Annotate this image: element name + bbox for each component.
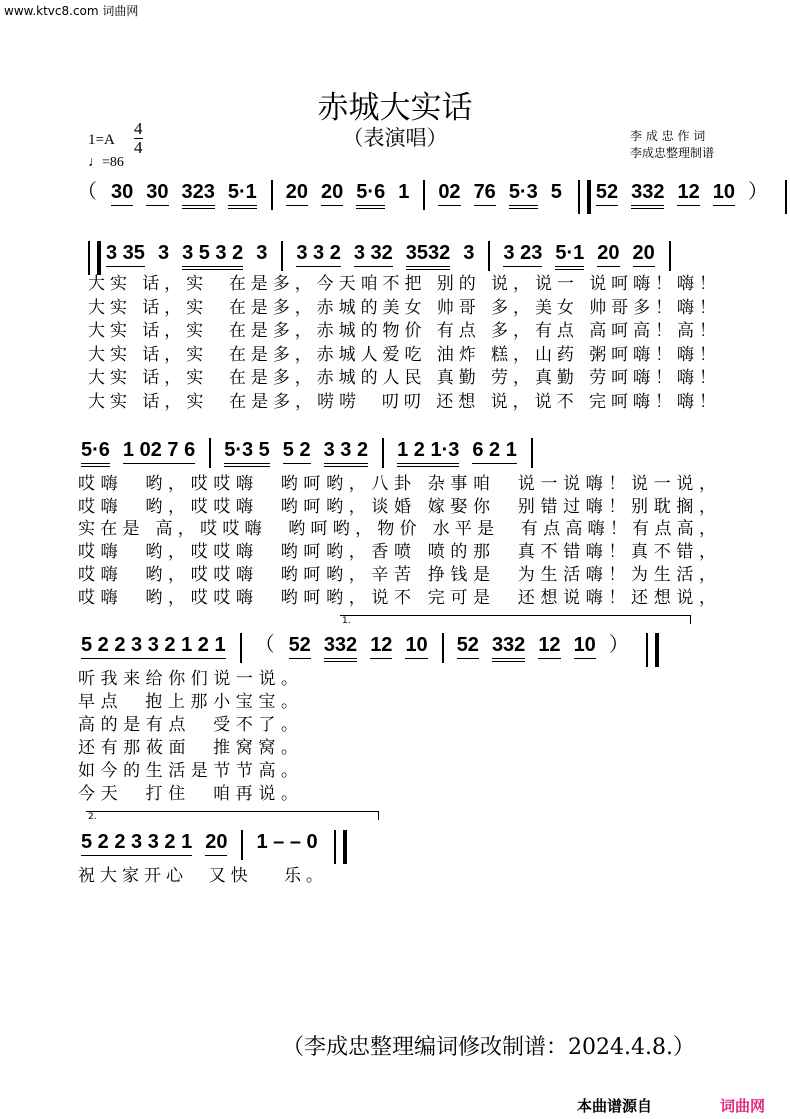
note-group: 3532 (405, 242, 451, 264)
parenthesis: （ (77, 181, 97, 203)
time-bottom: 4 (134, 138, 143, 157)
note-group: 1 02 7 6 (122, 439, 196, 461)
parenthesis: （ (254, 634, 275, 656)
note-group: 332 (631, 181, 665, 203)
volta-2: 2. (86, 811, 379, 820)
song-title: 赤城大实话 (317, 90, 473, 126)
notation-row (80, 830, 351, 870)
lyric-line: 大实 话，实 在是多，赤城的人民 真勤 劳，真勤 劳呵嗨！嗨！ (88, 368, 716, 388)
note-group: 76 (473, 181, 496, 203)
note-group: 20 (205, 831, 228, 853)
note-group: 30 (146, 181, 169, 203)
barline (669, 241, 671, 271)
note-group: 6 2 1 (472, 439, 517, 461)
repeat-barline (88, 241, 101, 275)
tempo-marking: ♩=86 (88, 155, 124, 170)
barline (240, 633, 242, 663)
lyrics-verse-a (88, 273, 716, 414)
barline (281, 241, 283, 271)
note-group: 332 (491, 634, 526, 656)
barline (488, 241, 490, 271)
lyric-line: 大实 话，实 在是多，赤城的美女 帅哥 多，美女 帅哥多！嗨！ (88, 297, 716, 318)
note-group: 12 (538, 634, 561, 656)
site-logo[interactable]: 词曲网 (720, 1097, 766, 1115)
note-group: 20 (597, 242, 620, 264)
lyric-line: 哎嗨 哟，哎哎嗨 哟呵哟，香喷 喷的那 真不错嗨！真不错， (78, 542, 716, 563)
lyric-line: 哎嗨 哟，哎哎嗨 哟呵哟，谈婚 嫁娶你 别错过嗨！别耽搁， (78, 496, 716, 517)
note-group: 20 (632, 242, 655, 264)
note-group: 10 (405, 634, 428, 656)
lyric-line: 听我来给你们说一说。 (78, 669, 298, 689)
note-group: 3 (256, 242, 268, 264)
key-signature: 1=A (88, 132, 115, 148)
lyricist-credit: 李 成 忠 作 词 (630, 129, 706, 143)
volta-1: 1. (340, 615, 691, 624)
barline (531, 438, 533, 468)
barline (209, 438, 211, 468)
note-group: 10 (712, 181, 735, 203)
note-group: 5·6 (356, 181, 386, 203)
note-group: 30 (111, 181, 134, 203)
note-group: 3 23 (503, 242, 543, 264)
note-group: 1 – – 0 (256, 831, 318, 853)
notation-row (80, 633, 663, 673)
arranger-credit: 李成忠整理制谱 (630, 146, 715, 160)
lyric-line: 早点 抱上那小宝宝。 (78, 692, 298, 712)
barline (423, 180, 425, 210)
note-group: 20 (321, 181, 344, 203)
lyric-line: 哎嗨 哟，哎哎嗨 哟呵哟，八卦 杂事咱 说一说嗨！说一说， (78, 474, 716, 494)
note-group: 1 2 1·3 (397, 439, 460, 461)
lyric-line: 哎嗨 哟，哎哎嗨 哟呵哟，辛苦 挣钱是 为生活嗨！为生活， (78, 564, 716, 585)
note-group: 5·1 (227, 181, 257, 203)
note-group: 20 (285, 181, 309, 203)
note-group: 5 (550, 181, 562, 203)
note-group: 5·6 (81, 439, 110, 461)
repeat-barline (334, 830, 347, 864)
lyric-line: 大实 话，实 在是多，唠唠 叨叨 还想 说，说不 完呵嗨！嗨！ (88, 391, 716, 412)
repeat-barline (785, 180, 790, 214)
note-group: 5 2 (282, 439, 311, 461)
note-group: 5 2 2 3 3 2 1 (81, 831, 193, 853)
note-group: 5 2 2 3 3 2 1 2 1 (81, 634, 226, 656)
repeat-barline (578, 180, 591, 214)
lyric-line: 高的是有点 受不了。 (78, 715, 298, 735)
source-label: 本曲谱源自 (577, 1097, 653, 1115)
time-top: 4 (134, 119, 143, 138)
note-group: 52 (288, 634, 311, 656)
lyric-line: 大实 话，实 在是多，今天咱不把 别的 说，说一 说呵嗨！嗨！ (88, 274, 716, 294)
lyric-line: 实在是 高，哎哎嗨 哟呵哟，物价 水平是 有点高嗨！有点高， (78, 519, 716, 540)
note-group: 3 (157, 242, 170, 264)
barline (382, 438, 384, 468)
parenthesis: ） (747, 181, 768, 203)
note-group: 12 (677, 181, 700, 203)
barline (442, 633, 444, 663)
barline (271, 180, 273, 210)
lyrics-verse-b (78, 473, 716, 609)
lyric-line: 今天 打住 咱再说。 (78, 784, 298, 804)
note-group: 3 35 (106, 242, 145, 264)
note-group: 3 3 2 (296, 242, 341, 264)
note-group: 5·3 5 (224, 439, 270, 461)
note-group: 12 (370, 634, 393, 656)
note-group: 3 5 3 2 (182, 242, 244, 264)
lyric-line: 祝大家开心 又快 乐。 (78, 866, 323, 886)
lyric-line: 大实 话，实 在是多，赤城人爱吃 油炸 糕，山药 粥呵嗨！嗨！ (88, 344, 716, 365)
barline (241, 830, 243, 860)
note-group: 5·3 (508, 181, 538, 203)
lyric-line: 哎嗨 哟，哎哎嗨 哟呵哟，说不 完可是 还想说嗨！还想说， (78, 587, 716, 608)
lyrics-ending (78, 865, 323, 889)
note-group: 10 (573, 634, 596, 656)
note-group: 52 (595, 181, 619, 203)
notation-row (76, 180, 790, 220)
song-subtitle: （表演唱） (342, 126, 448, 150)
note-group: 323 (181, 181, 215, 203)
note-group: 02 (438, 181, 461, 203)
note-group: 3 32 (353, 242, 393, 264)
notation-row (80, 438, 545, 478)
footer-note: （李成忠整理编词修改制谱：2024.4.8.） (282, 1035, 695, 1060)
note-group: 332 (323, 634, 358, 656)
lyrics-verse-c (78, 668, 298, 806)
note-group: 5·1 (555, 242, 585, 264)
lyric-line: 如今的生活是节节高。 (78, 761, 298, 781)
parenthesis: ） (608, 634, 629, 656)
site-watermark[interactable]: www.ktvc8.com 词曲网 (4, 4, 139, 18)
repeat-barline (646, 633, 659, 667)
time-signature (134, 120, 143, 157)
lyric-line: 还有那莜面 推窝窝。 (78, 738, 298, 758)
lyric-line: 大实 话，实 在是多，赤城的物价 有点 多，有点 高呵高！高！ (88, 321, 716, 341)
note-group: 1 (398, 181, 410, 203)
note-group: 52 (456, 634, 479, 656)
note-group: 3 3 2 (323, 439, 369, 461)
note-group: 3 (463, 242, 475, 264)
